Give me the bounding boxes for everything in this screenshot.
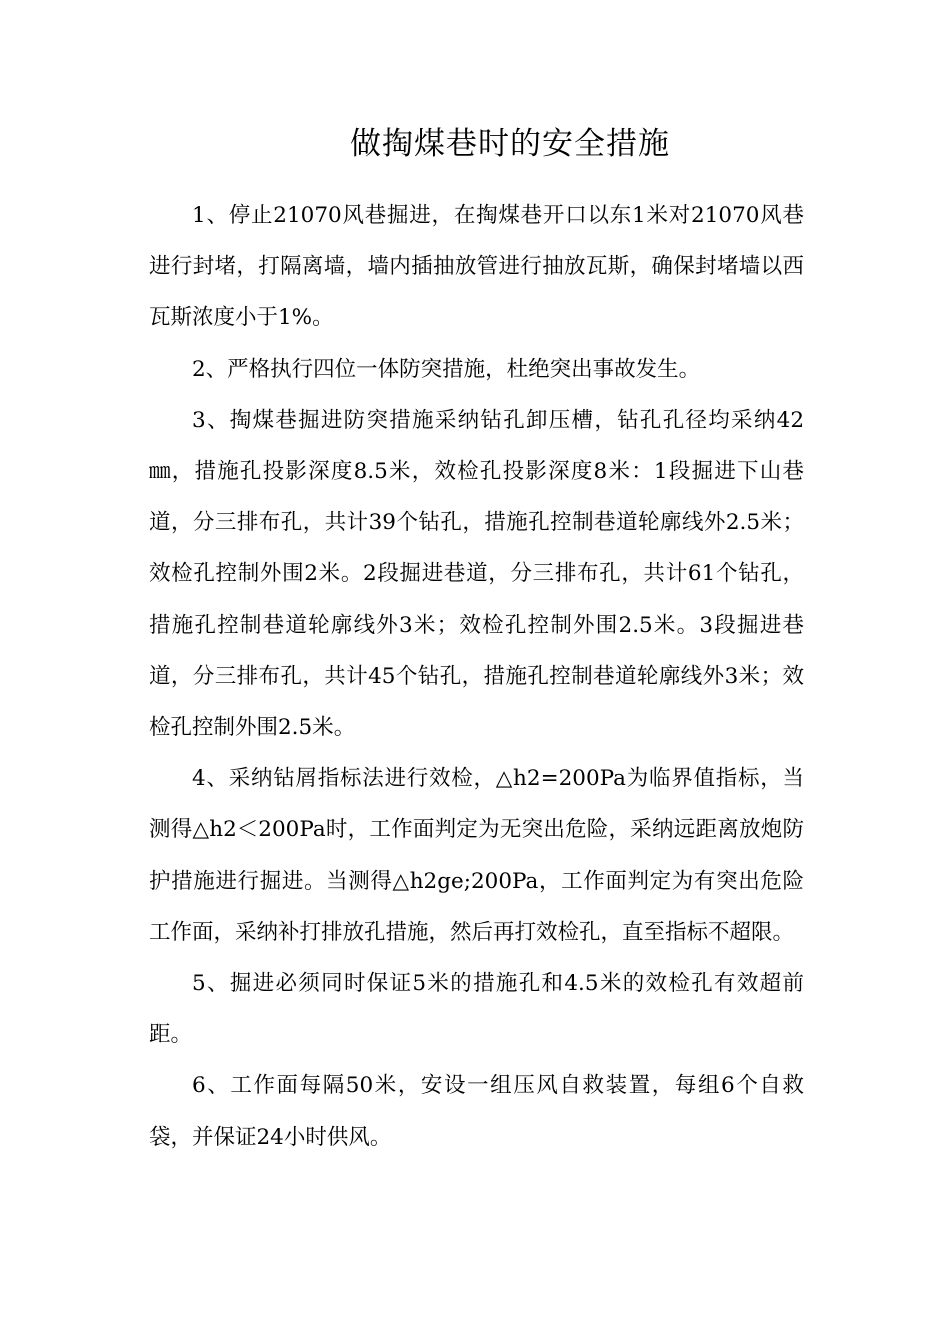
paragraph-6: 6、工作面每隔50米，安设一组压风自救装置，每组6个自救袋，并保证24小时供风。 xyxy=(149,1073,804,1150)
paragraph-2: 2、严格执行四位一体防突措施，杜绝突出事故发生。 xyxy=(192,356,701,382)
paragraph-5: 5、掘进必须同时保证5米的措施孔和4.5米的效检孔有效超前距。 xyxy=(149,971,804,1048)
paragraph-1: 1、停止21070风巷掘进，在掏煤巷开口以东1米对21070风巷进行封堵，打隔离墙，墙内插抽放管进行抽放瓦斯，确保封堵墙以西瓦斯浓度小于1%。 xyxy=(149,203,804,331)
document-title: 做掏煤巷时的安全措施 xyxy=(350,126,670,162)
document-body xyxy=(149,190,804,1163)
paragraph-4: 4、采纳钻屑指标法进行效检，△h2=200Pa为临界值指标，当测得△h2＜200Pa时，工作面判定为无突出危险，采纳远距离放炮防护措施进行掘进。当测得△h2ge;200Pa，工作面判定为有突出危险工作面，采纳补打排放孔措施，然后再打效检孔，直至指标不超限。 xyxy=(149,766,804,945)
paragraph-3: 3、掏煤巷掘进防突措施采纳钻孔卸压槽，钻孔孔径均采纳42㎜，措施孔投影深度8.5米，效检孔投影深度8米：1段掘进下山巷道，分三排布孔，共计39个钻孔，措施孔控制巷道轮廓线外2.5米；效检孔控制外围2米。2段掘进巷道，分三排布孔，共计61个钻孔，措施孔控制巷道轮廓线外3米；效检孔控制外围2.5米。3段掘进巷道，分三排布孔，共计45个钻孔，措施孔控制巷道轮廓线外3米；效检孔控制外围2.5米。 xyxy=(149,407,804,741)
